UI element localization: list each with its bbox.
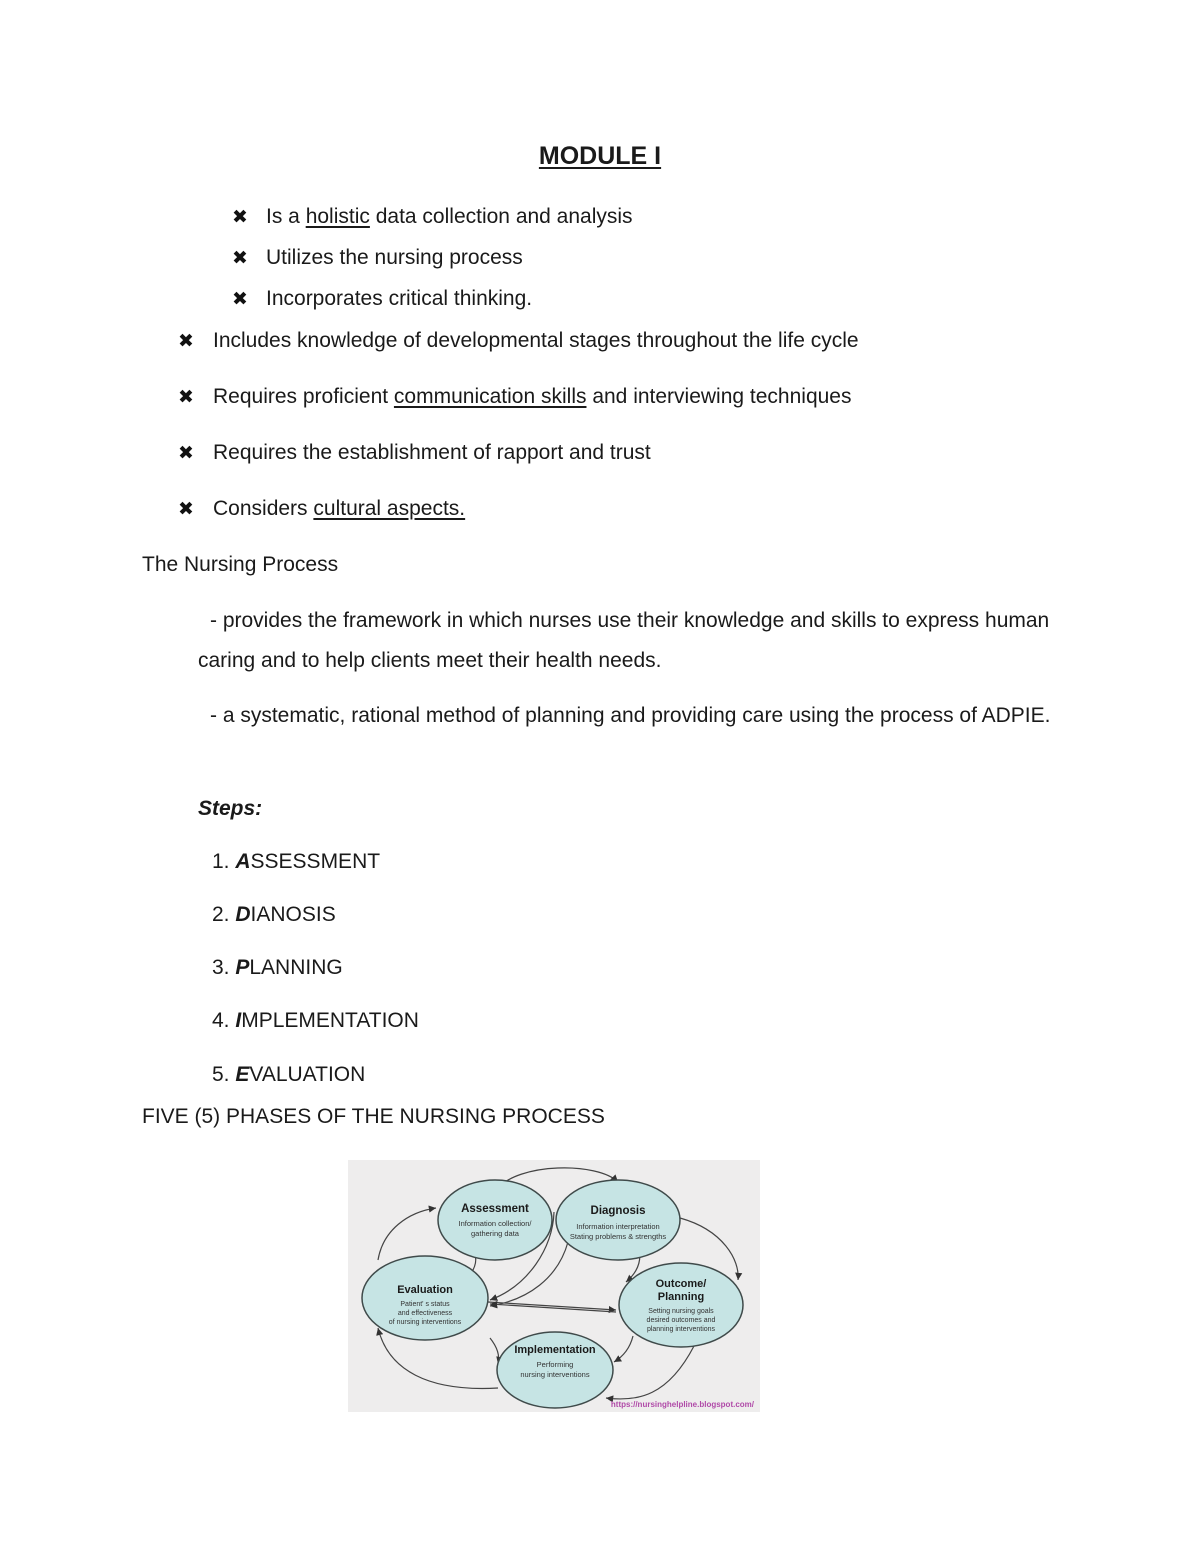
arrow-planning-evaluation <box>490 1304 616 1312</box>
arrow-planning-implementation <box>606 1346 694 1399</box>
cross-bullet-icon: ✖ <box>178 331 194 352</box>
node-diagnosis <box>556 1180 680 1260</box>
paragraph-text: - a systematic, rational method of planning and providing care using the process of ADPIE. <box>210 704 1051 727</box>
bullet-developmental-stages <box>178 329 859 353</box>
step-initial: P <box>235 956 250 979</box>
phases-heading: FIVE (5) PHASES OF THE NURSING PROCESS <box>142 1105 605 1128</box>
bullet-text: data collection and analysis <box>369 205 633 228</box>
evaluation-line: and effectiveness <box>397 1310 453 1317</box>
bullet-text: Is a <box>266 205 306 228</box>
implementation-line: nursing interventions <box>520 1370 590 1379</box>
diagnosis-line: Information interpretation <box>576 1222 660 1231</box>
nursing-process-definition-1 <box>198 601 1078 681</box>
bullet-nursing-process <box>232 246 523 270</box>
cross-bullet-icon: ✖ <box>232 289 248 310</box>
bullet-rapport-trust <box>178 441 651 465</box>
implementation-title: Implementation <box>514 1344 596 1356</box>
arrow-planning-implementation-inner <box>614 1336 633 1362</box>
bullet-text: Considers <box>213 497 314 520</box>
step-number: 5. <box>212 1063 230 1086</box>
arrow-evaluation-implementation-inner <box>490 1338 499 1364</box>
cycle-diagram-svg <box>348 1160 760 1412</box>
step-number: 4. <box>212 1009 230 1032</box>
bullet-communication-skills <box>178 385 852 409</box>
evaluation-line: Patient' s status <box>400 1301 450 1308</box>
node-diagnosis-shape <box>556 1180 680 1260</box>
planning-line: Setting nursing goals <box>648 1308 714 1315</box>
assessment-line: gathering data <box>471 1229 519 1238</box>
planning-title: Outcome/ <box>655 1278 707 1290</box>
step-initial: A <box>235 850 251 873</box>
node-planning-shape <box>619 1263 743 1347</box>
cross-bullet-icon: ✖ <box>178 499 194 520</box>
implementation-line: Performing <box>536 1360 574 1369</box>
bullet-text: Utilizes the nursing process <box>266 246 523 269</box>
arrow-evaluation-planning <box>488 1302 616 1310</box>
step-initial: D <box>235 903 251 926</box>
page-title: MODULE I <box>538 142 662 170</box>
step-item <box>212 1063 365 1087</box>
bullet-text: Includes knowledge of developmental stages throughout the life cycle <box>213 329 859 352</box>
bullet-text: Incorporates critical thinking. <box>266 287 533 310</box>
arrow-evaluation-assessment <box>378 1208 436 1260</box>
bullet-cultural-aspects <box>178 497 465 521</box>
cross-bullet-icon: ✖ <box>178 443 194 464</box>
node-assessment <box>438 1180 552 1260</box>
bullet-critical-thinking <box>232 287 532 311</box>
node-evaluation-shape <box>362 1256 488 1340</box>
cross-bullet-icon: ✖ <box>178 387 194 408</box>
step-number: 1. <box>212 850 230 873</box>
step-label: VALUATION <box>249 1063 366 1086</box>
planning-line: desired outcomes and <box>646 1317 716 1324</box>
node-outcome-planning <box>619 1263 743 1347</box>
step-item <box>212 956 343 980</box>
bullet-text: Requires the establishment of rapport and trust <box>213 441 651 464</box>
evaluation-line: of nursing interventions <box>388 1319 462 1326</box>
diagnosis-line: Stating problems & strengths <box>569 1232 667 1241</box>
step-label: LANNING <box>249 956 343 979</box>
cross-bullet-icon: ✖ <box>232 248 248 269</box>
step-initial: I <box>235 1009 242 1032</box>
underlined-text: communication skills <box>393 385 587 408</box>
diagnosis-title: Diagnosis <box>590 1205 646 1217</box>
step-number: 2. <box>212 903 230 926</box>
node-implementation <box>497 1332 613 1408</box>
steps-heading: Steps: <box>198 797 263 820</box>
underlined-text: cultural aspects. <box>313 497 466 520</box>
planning-title: Planning <box>657 1291 705 1303</box>
step-label: SSESSMENT <box>250 850 381 873</box>
node-evaluation <box>362 1256 488 1340</box>
step-number: 3. <box>212 956 230 979</box>
step-item <box>212 903 336 927</box>
underlined-text: holistic <box>305 205 370 228</box>
assessment-title: Assessment <box>461 1203 529 1215</box>
cross-bullet-icon: ✖ <box>232 207 248 228</box>
evaluation-title: Evaluation <box>397 1284 453 1296</box>
step-label: MPLEMENTATION <box>241 1009 419 1032</box>
assessment-line: Information collection/ <box>458 1219 532 1228</box>
step-initial: E <box>235 1063 250 1086</box>
nursing-process-definition-2 <box>198 696 1078 736</box>
nursing-process-heading: The Nursing Process <box>142 553 339 576</box>
source-url: https://nursinghelpline.blogspot.com/ <box>610 1400 754 1409</box>
step-label: IANOSIS <box>250 903 336 926</box>
step-item <box>212 1009 419 1033</box>
bullet-text: and interviewing techniques <box>586 385 852 408</box>
nursing-process-diagram <box>348 1160 760 1412</box>
planning-line: planning interventions <box>646 1326 716 1333</box>
paragraph-text: - provides the framework in which nurses use their knowledge and skills to express human caring and to help clients meet their health needs. <box>198 609 1050 672</box>
step-item <box>212 850 380 874</box>
bullet-text: Requires proficient <box>213 385 394 408</box>
bullet-holistic <box>232 205 633 229</box>
